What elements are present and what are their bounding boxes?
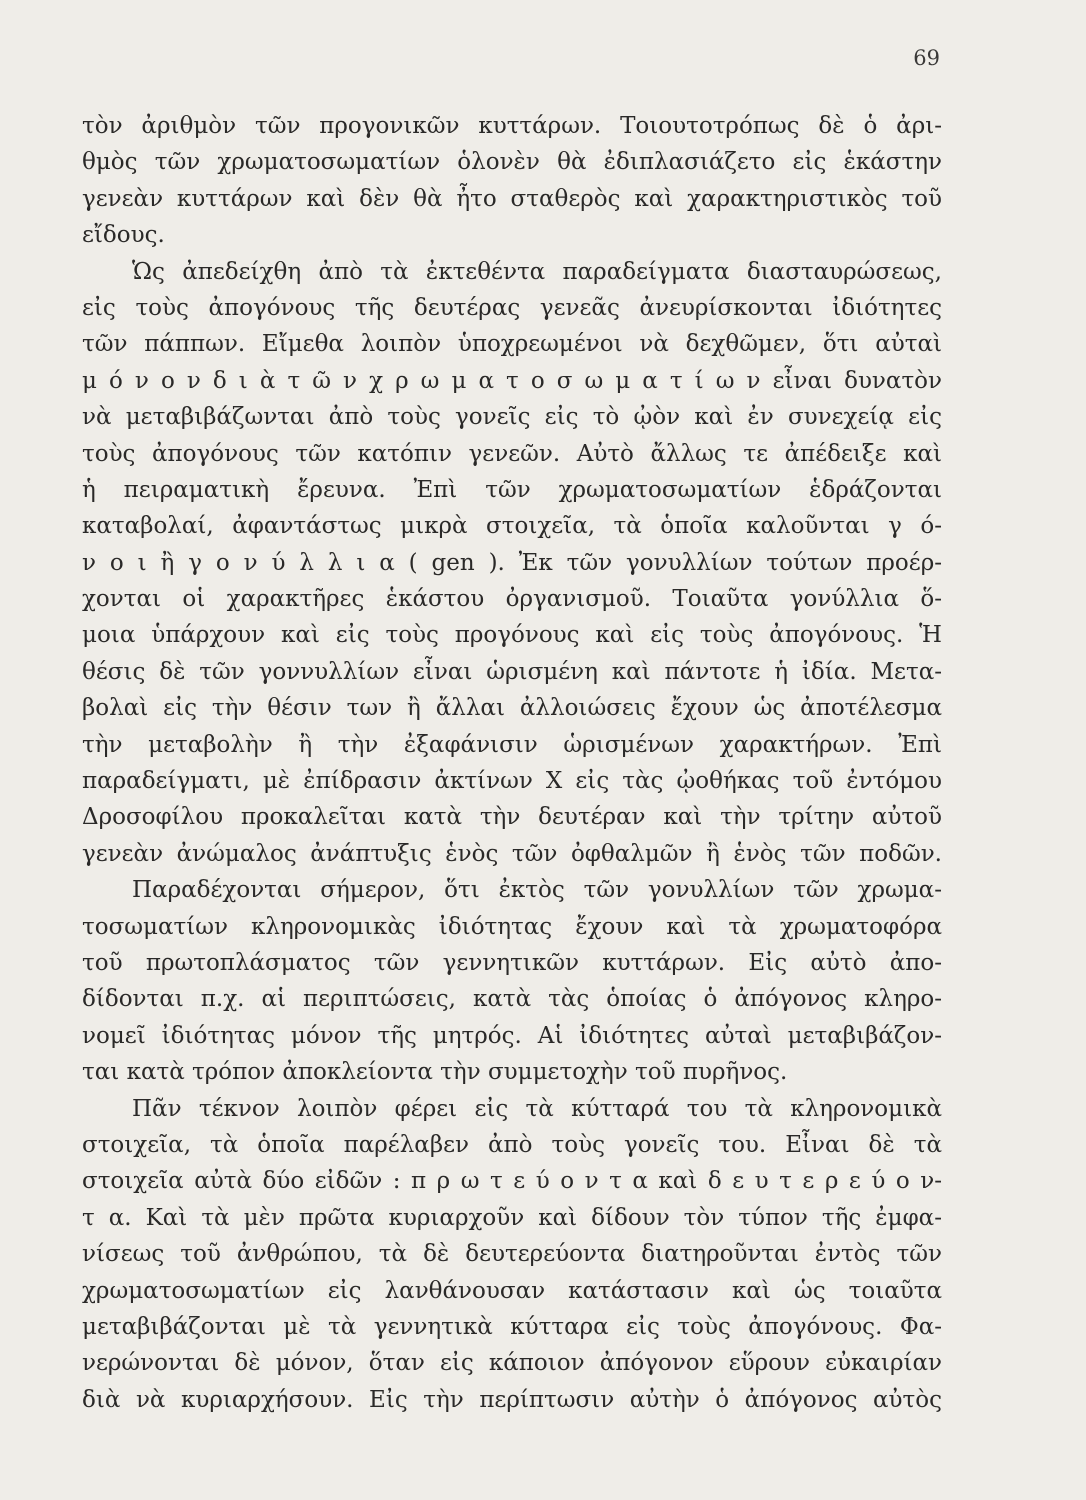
text-line: μεταβιβάζονται μὲ τὰ γεννητικὰ κύτταρα εἰς τοὺς ἀπογόνους. Φα- <box>82 1313 942 1340</box>
text-line: εἴδους. <box>82 222 165 249</box>
text-line: τὴν μεταβολὴν ἢ τὴν ἐξαφάνισιν ὡρισμένων χαρακτήρων. Ἐπὶ <box>82 731 942 758</box>
text-line: χονται οἱ χαρακτῆρες ἑκάστου ὀργανισμοῦ. Τοιαῦτα γονύλλια ὅ- <box>82 586 942 613</box>
body-text <box>82 108 942 1418</box>
text-line: δίδονται π.χ. αἱ περιπτώσεις, κατὰ τὰς ὁποίας ὁ ἀπόγονος κληρο- <box>82 986 942 1013</box>
text-line: θέσις δὲ τῶν γοννυλλίων εἶναι ὡρισμένη καὶ πάντοτε ἡ ἰδία. Μετα- <box>82 658 942 685</box>
text-line: θμὸς τῶν χρωματοσωματίων ὁλονὲν θὰ ἐδιπλασιάζετο εἰς ἑκάστην <box>82 149 942 176</box>
text-line: τοὺς ἀπογόνους τῶν κατόπιν γενεῶν. Αὐτὸ ἄλλως τε ἀπέδειξε καὶ <box>82 440 942 467</box>
text-line: νίσεως τοῦ ἀνθρώπου, τὰ δὲ δευτερεύοντα διατηροῦνται ἐντὸς τῶν <box>82 1241 942 1268</box>
paragraph-start-line: Πᾶν τέκνον λοιπὸν φέρει εἰς τὰ κύτταρά του τὰ κληρονομικὰ <box>132 1095 942 1122</box>
text-line: Δροσοφίλου προκαλεῖται κατὰ τὴν δευτέραν καὶ τὴν τρίτην αὐτοῦ <box>82 804 942 831</box>
text-line: ται κατὰ τρόπον ἀποκλείοντα τὴν συμμετοχὴν τοῦ πυρῆνος. <box>82 1059 788 1086</box>
text-line-spaced-emphasis: μ ό ν ο ν δ ι ὰ τ ῶ ν χ ρ ω μ α τ ο σ ω μ α τ ί ω ν εἶναι δυνατὸν <box>82 367 942 394</box>
text-line-spaced-emphasis: ν ο ι ἢ γ ο ν ύ λ λ ι α ( gen ). Ἐκ τῶν γονυλλίων τούτων προέρ- <box>82 549 942 576</box>
text-line: παραδείγματι, μὲ ἐπίδρασιν ἀκτίνων Χ εἰς τὰς ᾠοθήκας τοῦ ἐντόμου <box>82 768 942 795</box>
text-line: βολαὶ εἰς τὴν θέσιν των ἢ ἄλλαι ἀλλοιώσεις ἔχουν ὡς ἀποτέλεσμα <box>82 695 942 722</box>
paragraph-start-line: Ὡς ἀπεδείχθη ἀπὸ τὰ ἐκτεθέντα παραδείγματα διασταυρώσεως, <box>132 258 942 285</box>
text-line: καταβολαί, ἀφαντάστως μικρὰ στοιχεῖα, τὰ ὁποῖα καλοῦνται γ ό- <box>82 513 942 540</box>
text-line: γενεὰν ἀνώμαλος ἀνάπτυξις ἑνὸς τῶν ὀφθαλμῶν ἢ ἑνὸς τῶν ποδῶν. <box>82 840 942 867</box>
paragraph-start-line: Παραδέχονται σήμερον, ὅτι ἐκτὸς τῶν γονυλλίων τῶν χρωμα- <box>132 877 942 904</box>
text-line: τοῦ πρωτοπλάσματος τῶν γεννητικῶν κυττάρων. Εἰς αὐτὸ ἀπο- <box>82 949 942 976</box>
text-line: νὰ μεταβιβάζωνται ἀπὸ τοὺς γονεῖς εἰς τὸ ᾠὸν καὶ ἐν συνεχείᾳ εἰς <box>82 404 942 431</box>
text-line: στοιχεῖα, τὰ ὁποῖα παρέλαβεν ἀπὸ τοὺς γονεῖς του. Εἶναι δὲ τὰ <box>82 1131 942 1158</box>
text-line: μοια ὑπάρχουν καὶ εἰς τοὺς προγόνους καὶ εἰς τοὺς ἀπογόνους. Ἡ <box>82 622 942 649</box>
text-line: τοσωματίων κληρονομικὰς ἰδιότητας ἔχουν καὶ τὰ χρωματοφόρα <box>82 913 942 940</box>
text-line: εἰς τοὺς ἀπογόνους τῆς δευτέρας γενεᾶς ἀνευρίσκονται ἰδιότητες <box>82 294 942 321</box>
text-line-spaced-emphasis: στοιχεῖα αὐτὰ δύο εἰδῶν : π ρ ω τ ε ύ ο ν τ α καὶ δ ε υ τ ε ρ ε ύ ο ν- <box>82 1168 942 1195</box>
page-number: 69 <box>913 46 940 70</box>
text-line: νομεῖ ἰδιότητας μόνον τῆς μητρός. Αἱ ἰδιότητες αὐταὶ μεταβιβάζον- <box>82 1022 942 1049</box>
text-line: τ α. Καὶ τὰ μὲν πρῶτα κυριαρχοῦν καὶ δίδουν τὸν τύπον τῆς ἐμφα- <box>82 1204 942 1231</box>
text-line: ἡ πειραματικὴ ἔρευνα. Ἐπὶ τῶν χρωματοσωματίων ἑδράζονται <box>82 476 942 503</box>
text-line: χρωματοσωματίων εἰς λανθάνουσαν κατάστασιν καὶ ὡς τοιαῦτα <box>82 1277 942 1304</box>
text-line: γενεὰν κυττάρων καὶ δὲν θὰ ἦτο σταθερὸς καὶ χαρακτηριστικὸς τοῦ <box>82 185 942 212</box>
text-line: νερώνονται δὲ μόνον, ὅταν εἰς κάποιον ἀπόγονον εὕρουν εὐκαιρίαν <box>82 1350 942 1377</box>
text-line: τὸν ἀριθμὸν τῶν προγονικῶν κυττάρων. Τοιουτοτρόπως δὲ ὁ ἀρι- <box>82 113 942 139</box>
text-line: διὰ νὰ κυριαρχήσουν. Εἰς τὴν περίπτωσιν αὐτὴν ὁ ἀπόγονος αὐτὸς <box>82 1386 942 1413</box>
text-line: τῶν πάππων. Εἴμεθα λοιπὸν ὑποχρεωμένοι νὰ δεχθῶμεν, ὅτι αὐταὶ <box>82 331 942 358</box>
